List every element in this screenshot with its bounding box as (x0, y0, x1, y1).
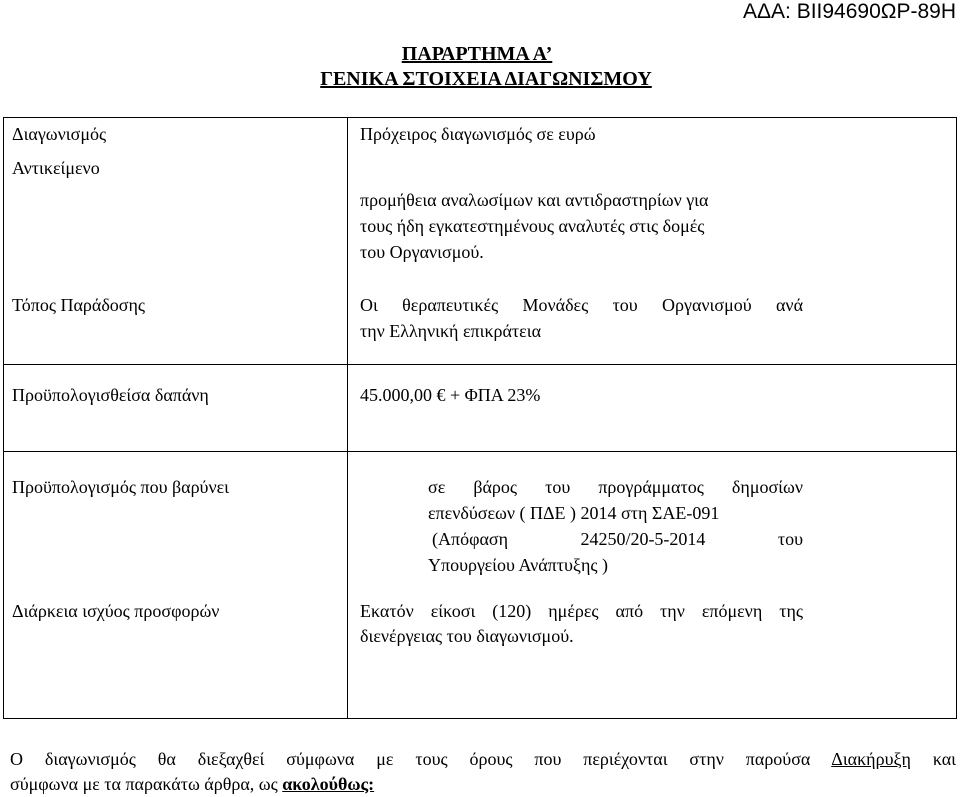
budget-value-line: σε βάρος του προγράμματος δημοσίων (428, 477, 803, 497)
validity-value-line: Εκατόν είκοσι (120) ημέρες από την επόμενη της (360, 601, 803, 621)
budget-label: Προϋπολογισμός που βαρύνει (12, 477, 230, 497)
annex-subtitle: ΓΕΝΙΚΑ ΣΤΟΙΧΕΙΑ ΔΙΑΓΩΝΙΣΜΟΥ (320, 68, 652, 90)
budget-value-line: επενδύσεων ( ΠΔΕ ) 2014 στη ΣΑΕ-091 (428, 503, 720, 523)
footer-line (10, 747, 956, 771)
footer-text: σύμφωνα με τα παρακάτω άρθρα, ως (10, 774, 278, 794)
budget-value-line: Υπουργείου Ανάπτυξης ) (428, 555, 608, 575)
object-label: Αντικείμενο (12, 158, 100, 178)
annex-title: ΠΑΡΑΡΤΗΜΑ Α’ (401, 43, 553, 65)
object-value-line: τους ήδη εγκατεστημένους αναλυτές στις δομές (360, 216, 705, 236)
tender-label: Διαγωνισμός (12, 124, 107, 144)
delivery-value-line: την Ελληνική επικράτεια (360, 321, 541, 341)
delivery-value-line: Οι θεραπευτικές Μονάδες του Οργανισμού ανά (360, 295, 803, 315)
row-divider (4, 451, 956, 452)
cost-value: 45.000,00 € + ΦΠΑ 23% (360, 385, 541, 405)
footer-declaration-link: Διακήρυξη (831, 749, 911, 769)
ada-code: ΑΔΑ: ΒΙΙ94690ΩΡ-89Η (742, 0, 956, 23)
validity-label: Διάρκεια ισχύος προσφορών (12, 601, 220, 621)
tender-value: Πρόχειρος διαγωνισμός σε ευρώ (360, 124, 596, 144)
tender-details-table (3, 117, 957, 719)
row-divider (4, 364, 956, 365)
footer-text: και (932, 749, 956, 769)
delivery-label: Τόπος Παράδοσης (12, 295, 146, 315)
validity-value-line: διενέργειας του διαγωνισμού. (360, 626, 574, 646)
footer-emphasis: ακολούθως: (282, 774, 375, 794)
object-value-line: προμήθεια αναλωσίμων και αντιδραστηρίων για (360, 190, 709, 210)
cost-label: Προϋπολογισθείσα δαπάνη (12, 385, 209, 405)
object-value-line: του Οργανισμού. (360, 242, 484, 262)
column-divider (347, 118, 348, 718)
footer-line (10, 772, 956, 796)
budget-value-line: (Απόφαση 24250/20-5-2014 του (432, 529, 803, 549)
footer-text: Ο διαγωνισμός θα διεξαχθεί σύμφωνα με τους όρους που περιέχονται στην παρούσα (10, 749, 811, 769)
